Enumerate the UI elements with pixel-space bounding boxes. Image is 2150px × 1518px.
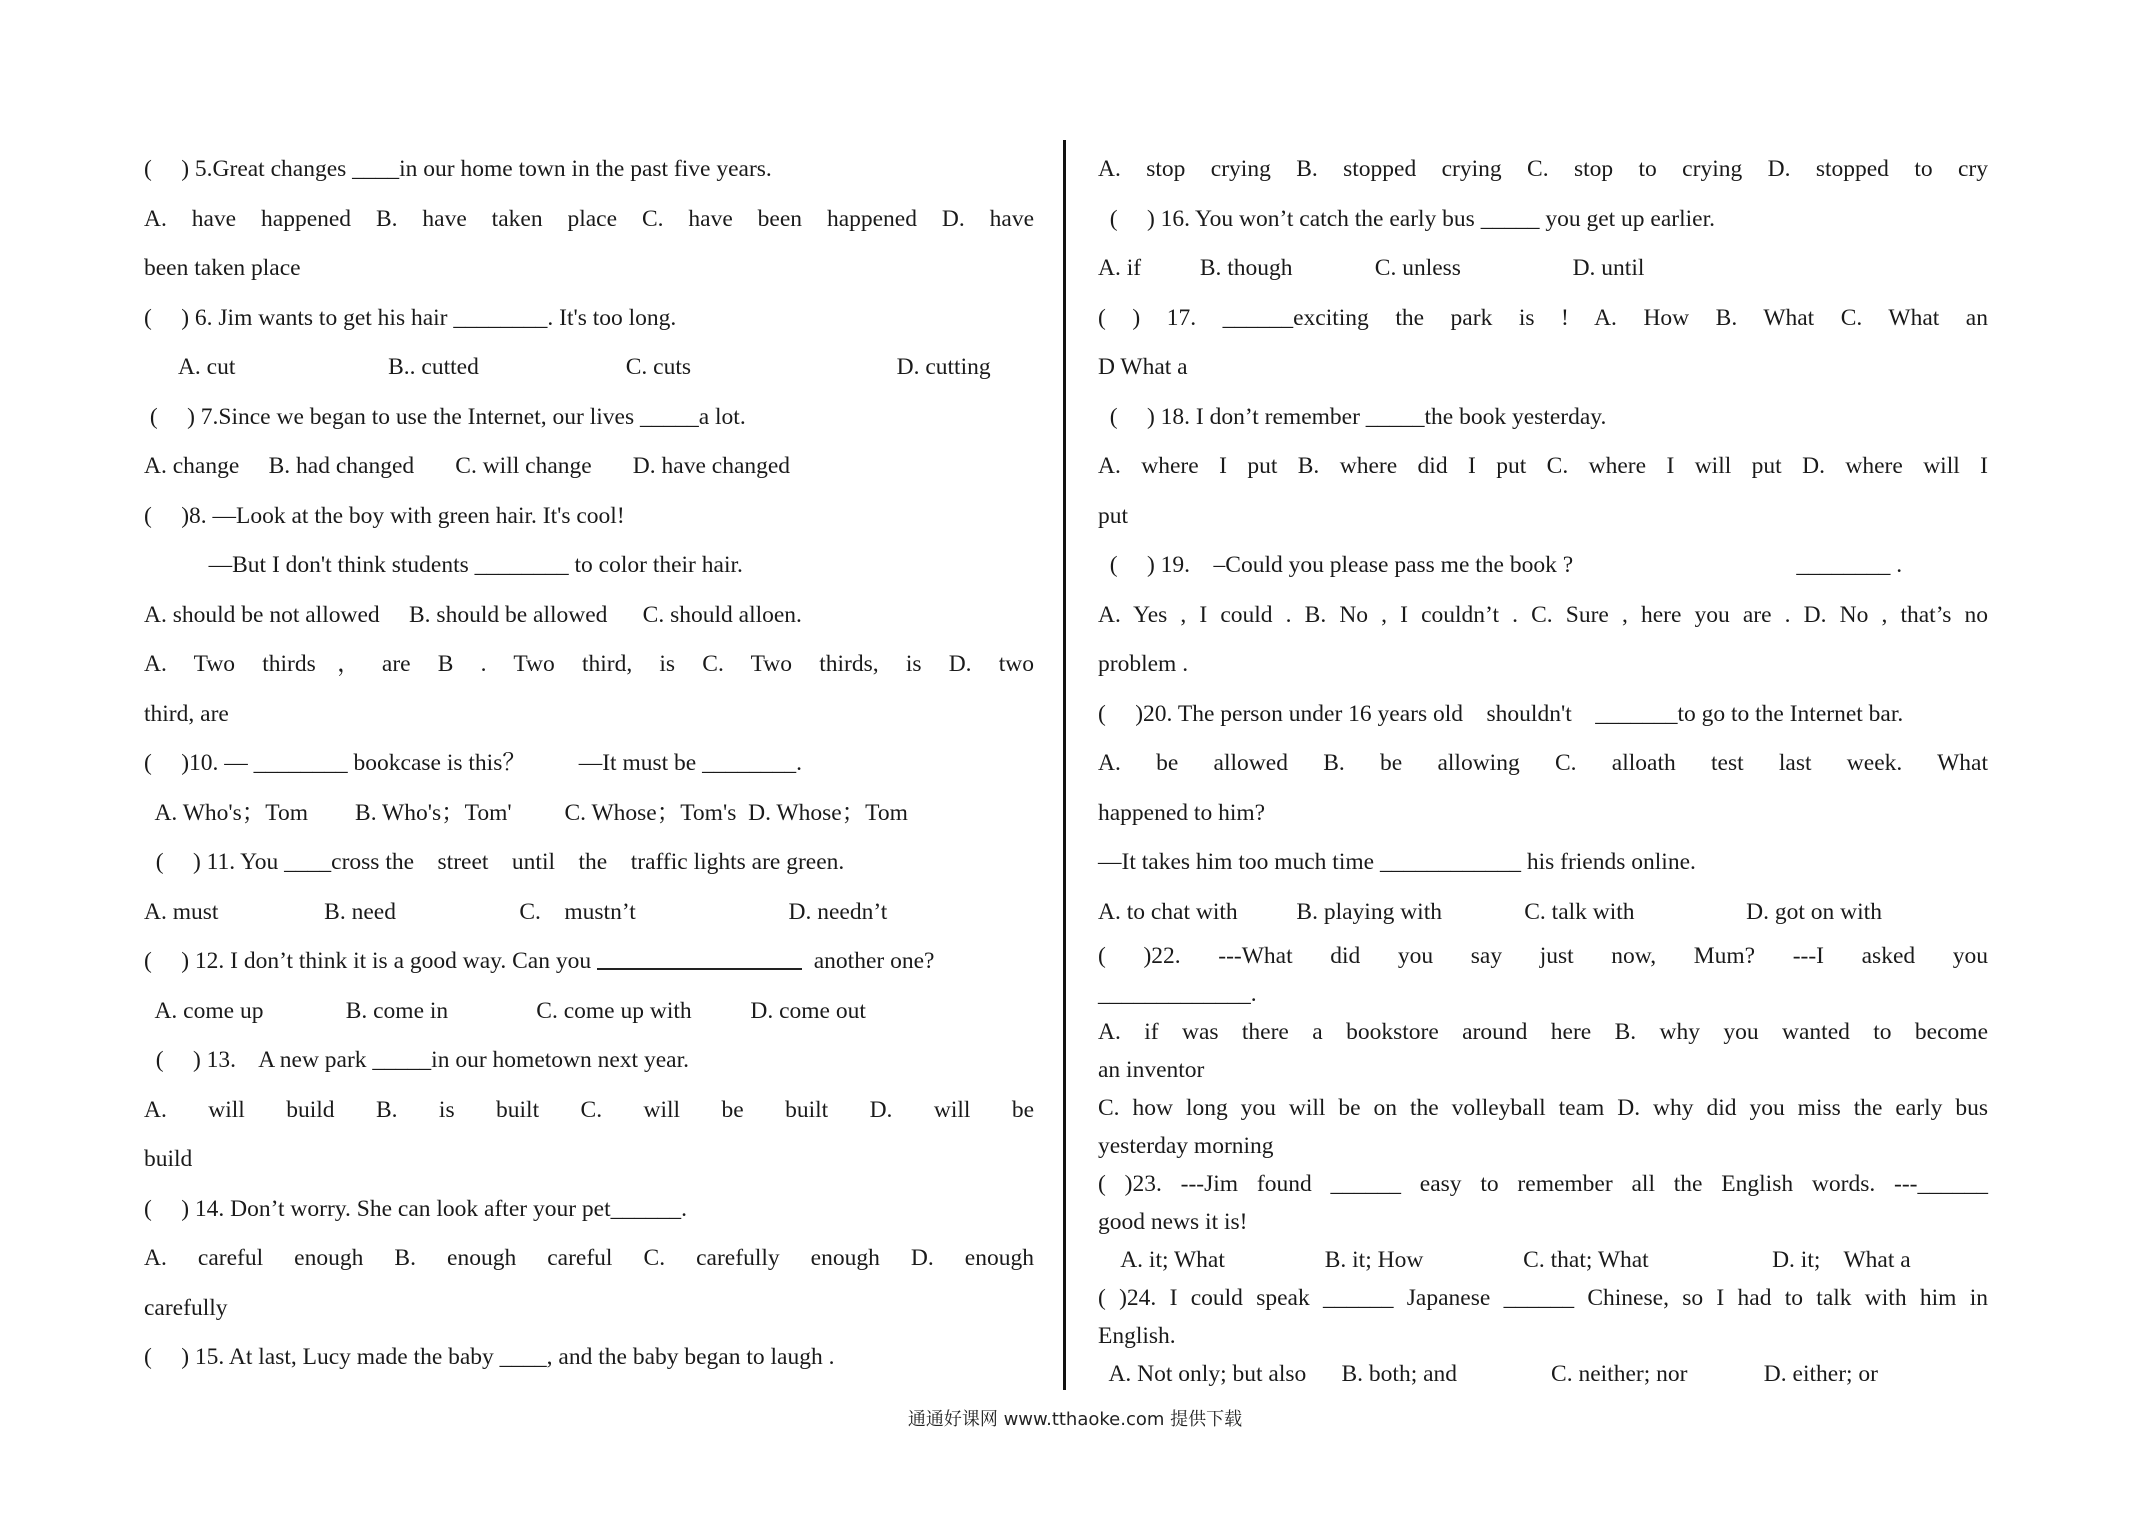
line-text: ( )22. ---What did you say just now, Mum? ---I asked you — [1098, 943, 1988, 969]
left-column — [144, 145, 1034, 1383]
line-text: good news it is! — [1098, 1209, 1248, 1235]
line-text: A. Not only; but also B. both; and C. neither; nor D. either; or — [1098, 1361, 1878, 1387]
line-text: ( ) 13. A new park _____in our hometown next year. — [144, 1047, 689, 1073]
line-text: A. Who's；Tom B. Who's；Tom' C. Whose；Tom's D. Whose；Tom — [144, 799, 908, 826]
text-line — [1098, 888, 1988, 938]
text-line — [144, 987, 1034, 1037]
line-text: ( )20. The person under 16 years old shouldn't _______to go to the Internet bar. — [1098, 700, 1904, 727]
text-line — [1098, 1203, 1988, 1241]
text-line — [144, 442, 1034, 492]
line-text: ( ) 5.Great changes ____in our home town in the past five years. — [144, 156, 772, 182]
right-column — [1098, 145, 1988, 1393]
line-text: _____________. — [1098, 981, 1257, 1007]
text-line — [144, 195, 1034, 245]
text-line — [1098, 1317, 1988, 1355]
line-text: A. will build B. is built C. will be built D. will be — [144, 1096, 1034, 1123]
line-text: English. — [1098, 1323, 1176, 1349]
line-text: D What a — [1098, 354, 1188, 380]
text-line — [144, 591, 1034, 641]
text-line — [1098, 1241, 1988, 1279]
line-text: A. if B. though C. unless D. until — [1098, 255, 1645, 281]
line-text: ( ) 11. You ____cross the street until the traffic lights are green. — [144, 849, 845, 875]
page-footer: 通通好课网 www.tthaoke.com 提供下载 — [907, 1409, 1243, 1430]
text-line — [144, 838, 1034, 888]
text-line — [1098, 591, 1988, 641]
text-line — [144, 492, 1034, 542]
line-text: happened to him? — [1098, 799, 1266, 826]
text-line — [144, 1036, 1034, 1086]
text-line — [144, 541, 1034, 591]
text-line — [144, 1086, 1034, 1136]
line-text: ( ) 12. I don’t think it is a good way. Can you — [144, 948, 597, 974]
text-line — [144, 1185, 1034, 1235]
line-text: yesterday morning — [1098, 1133, 1274, 1159]
text-line — [144, 1284, 1034, 1334]
text-line — [144, 640, 1034, 690]
line-text: C. how long you will be on the volleyball team D. why did you miss the early bus — [1098, 1095, 1988, 1121]
text-line — [1098, 195, 1988, 245]
text-line — [144, 690, 1034, 740]
text-line — [1098, 739, 1988, 789]
line-text-after: another one? — [801, 948, 935, 974]
line-text: A. where I put B. where did I put C. where I will put D. where will I — [1098, 453, 1988, 479]
line-text: —But I don't think students ________ to color their hair. — [144, 552, 743, 578]
line-text: A. come up B. come in C. come up with D. come out — [144, 997, 866, 1024]
line-text: been taken place — [144, 255, 301, 281]
line-text: A. cut B.. cutted C. cuts D. cutting — [144, 354, 991, 380]
line-text: A. should be not allowed B. should be allowed C. should alloen. — [144, 601, 802, 628]
line-text: build — [144, 1146, 193, 1172]
text-line — [1098, 1051, 1988, 1089]
text-line — [144, 1333, 1034, 1383]
line-text: A. have happened B. have taken place C. have been happened D. have — [144, 205, 1034, 232]
line-text: A. change B. had changed C. will change D. have changed — [144, 453, 791, 479]
text-line — [1098, 690, 1988, 740]
line-text: A. stop crying B. stopped crying C. stop to crying D. stopped to cry — [1098, 156, 1988, 182]
text-line — [144, 888, 1034, 938]
text-line — [144, 294, 1034, 344]
text-line — [1098, 294, 1988, 344]
line-text: A. it; What B. it; How C. that; What D. it; What a — [1098, 1247, 1911, 1273]
line-text: put — [1098, 502, 1129, 529]
answer-blank — [597, 944, 802, 970]
line-text: ( ) 19. –Could you please pass me the book ? ________ . — [1098, 552, 1903, 578]
text-line — [1098, 937, 1988, 975]
line-text: ( ) 16. You won’t catch the early bus _____ you get up earlier. — [1098, 205, 1715, 232]
text-line — [1098, 244, 1988, 294]
line-text: ( )23. ---Jim found ______ easy to remember all the English words. ---______ — [1098, 1171, 1988, 1197]
text-line — [1098, 1355, 1988, 1393]
text-line — [1098, 343, 1988, 393]
text-line — [1098, 541, 1988, 591]
column-divider — [1063, 140, 1066, 1390]
line-text: A. careful enough B. enough careful C. carefully enough D. enough — [144, 1245, 1034, 1271]
text-line — [1098, 975, 1988, 1013]
text-line — [144, 145, 1034, 195]
line-text: A. Yes , I could . B. No , I couldn’t . C. Sure , here you are . D. No , that’s no — [1098, 601, 1988, 628]
text-line — [144, 343, 1034, 393]
text-line — [1098, 1279, 1988, 1317]
text-line — [1098, 492, 1988, 542]
text-line — [144, 739, 1034, 789]
line-text: A. if was there a bookstore around here B. why you wanted to become — [1098, 1019, 1988, 1045]
line-text: A. Two thirds，are B . Two third, is C. Two thirds, is D. two — [144, 651, 1034, 677]
line-text: ( ) 7.Since we began to use the Internet, our lives _____a lot. — [144, 403, 746, 430]
line-text: A. to chat with B. playing with C. talk with D. got on with — [1098, 898, 1882, 925]
text-line — [1098, 393, 1988, 443]
line-text: an inventor — [1098, 1057, 1205, 1083]
line-text: third, are — [144, 700, 229, 727]
text-line — [1098, 1013, 1988, 1051]
text-line — [144, 789, 1034, 839]
text-line — [1098, 789, 1988, 839]
line-text: ( )10. — ________ bookcase is this？ —It must be ________. — [144, 750, 802, 776]
text-line — [144, 1234, 1034, 1284]
line-text: ( ) 18. I don’t remember _____the book yesterday. — [1098, 403, 1607, 430]
line-text: A. be allowed B. be allowing C. alloath test last week. What — [1098, 750, 1988, 776]
line-text: ( ) 14. Don’t worry. She can look after your pet______. — [144, 1195, 687, 1222]
line-text: ( ) 6. Jim wants to get his hair ________. It's too long. — [144, 304, 677, 331]
text-line — [1098, 1165, 1988, 1203]
text-line — [1098, 1089, 1988, 1127]
text-line — [1098, 838, 1988, 888]
line-text: —It takes him too much time ____________ his friends online. — [1098, 849, 1696, 875]
line-text: carefully — [144, 1294, 228, 1321]
text-line — [144, 937, 1034, 987]
text-line — [1098, 442, 1988, 492]
line-text: A. must B. need C. mustn’t D. needn’t — [144, 898, 888, 925]
line-text: ( )8. —Look at the boy with green hair. It's cool! — [144, 502, 625, 529]
text-line — [144, 393, 1034, 443]
text-line — [1098, 145, 1988, 195]
line-text: ( ) 17. ______exciting the park is ! A. How B. What C. What an — [1098, 304, 1988, 331]
line-text: problem . — [1098, 651, 1189, 677]
line-text: ( ) 15. At last, Lucy made the baby ____, and the baby began to laugh . — [144, 1344, 835, 1370]
text-line — [144, 1135, 1034, 1185]
text-line — [144, 244, 1034, 294]
text-line — [1098, 1127, 1988, 1165]
line-text: ( )24. I could speak ______ Japanese ______ Chinese, so I had to talk with him in — [1098, 1285, 1988, 1311]
text-line — [1098, 640, 1988, 690]
